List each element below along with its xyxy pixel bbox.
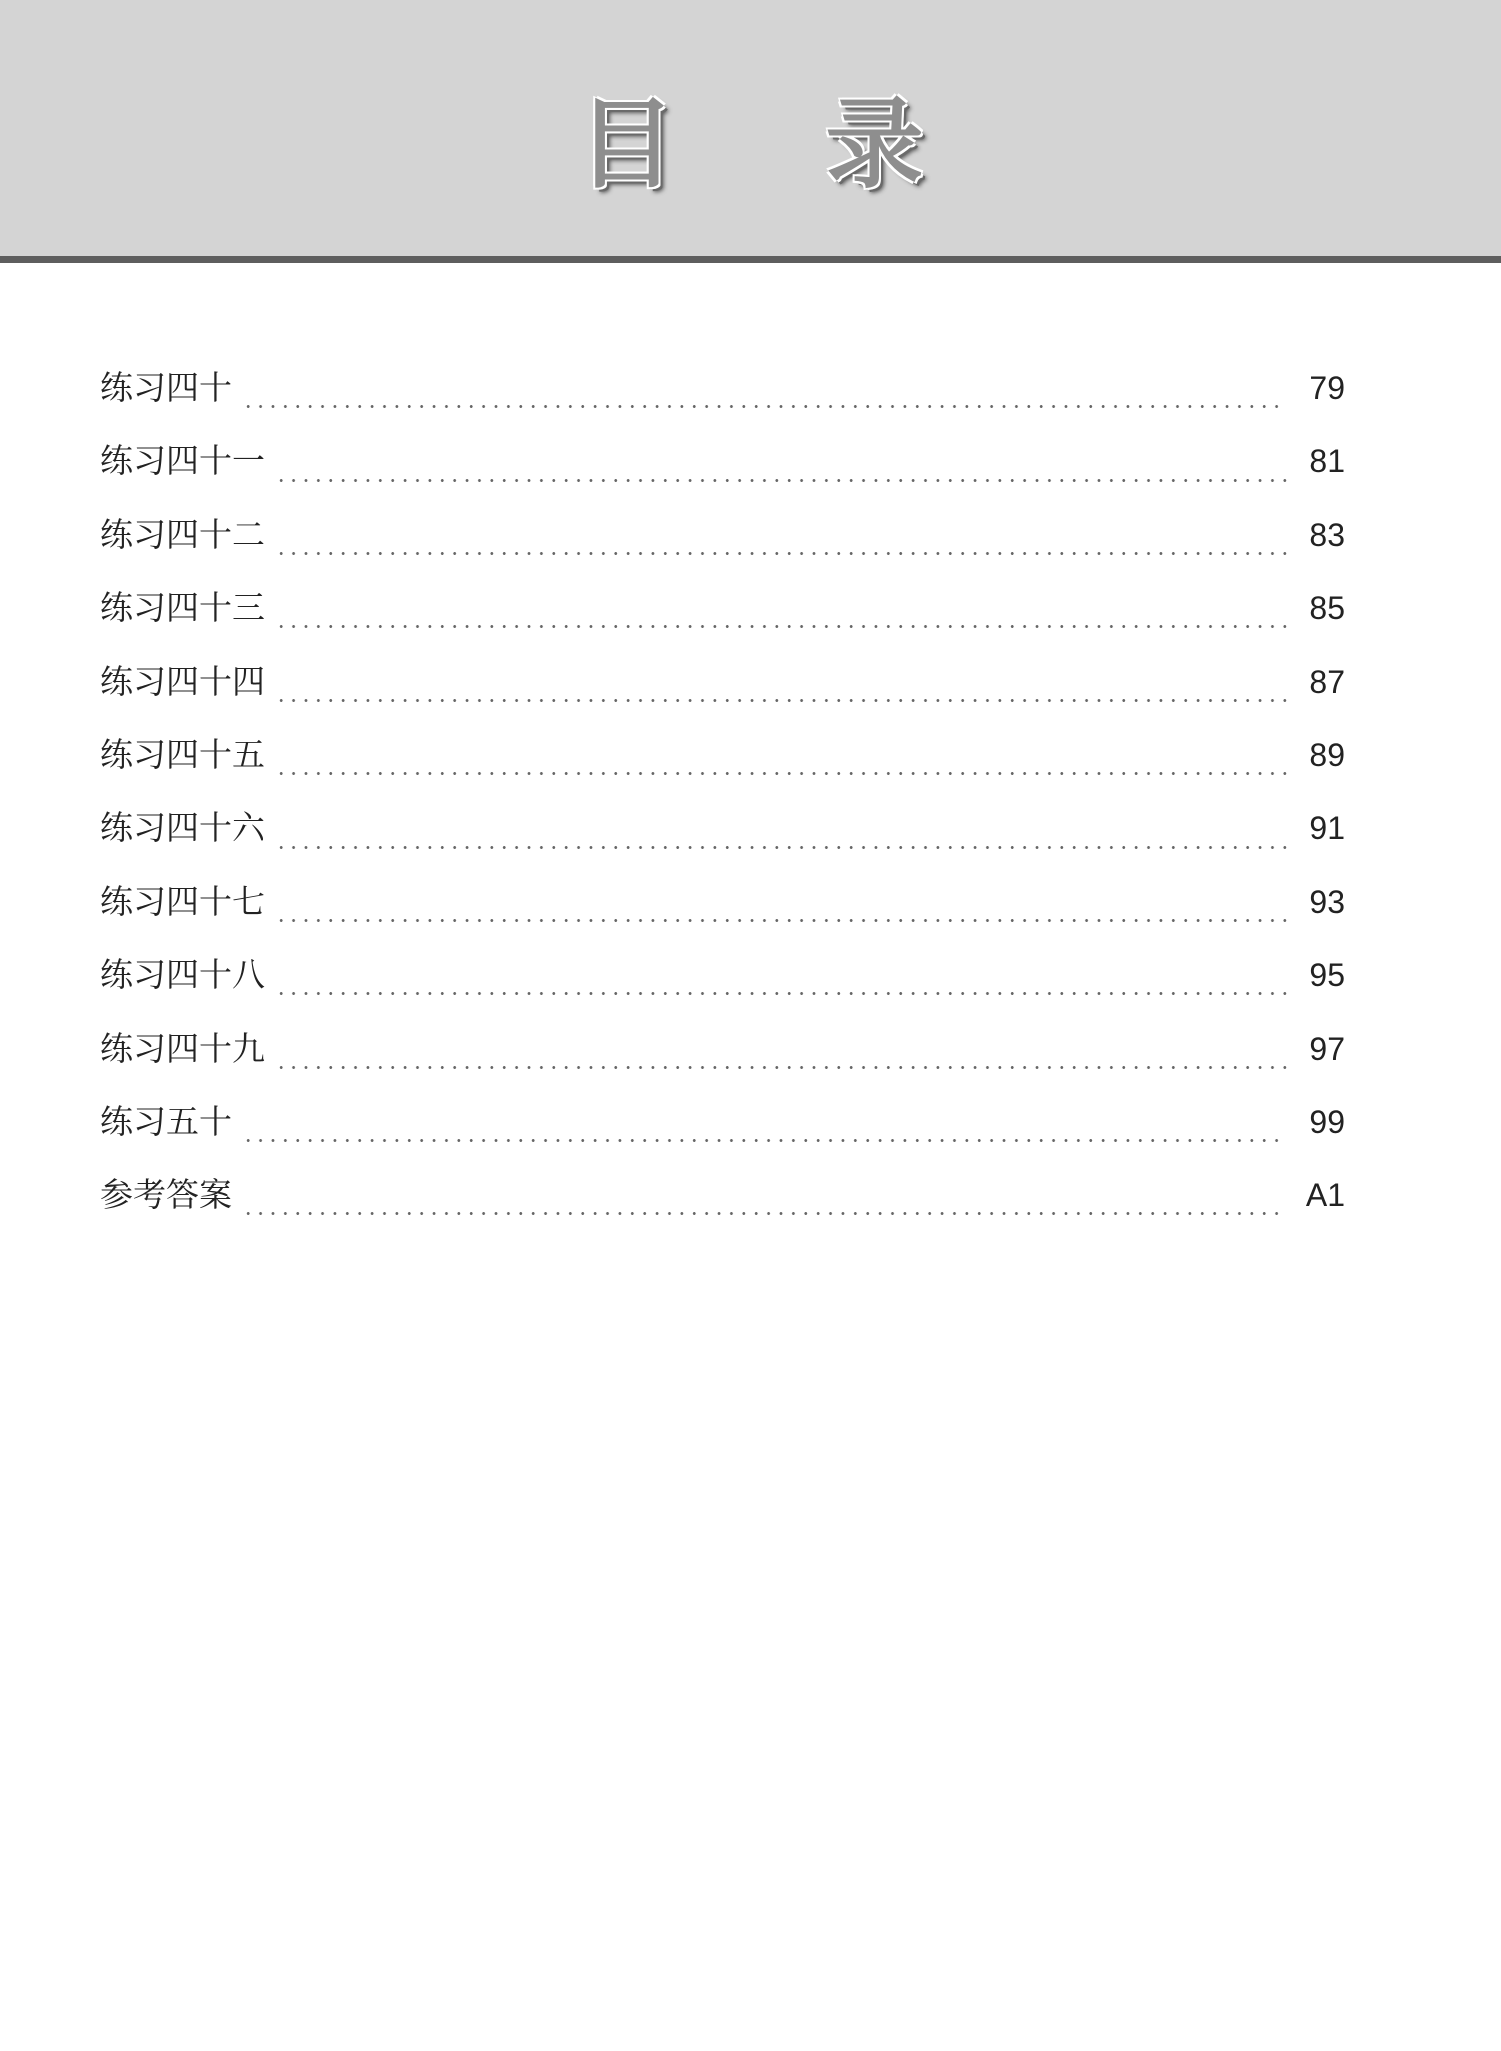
toc-entry[interactable]	[100, 582, 1345, 655]
header-divider	[0, 256, 1501, 263]
toc-entry-label: 练习五十	[100, 1101, 232, 1141]
toc-entry-page: 89	[1309, 736, 1345, 773]
toc-entry-page: 93	[1309, 883, 1345, 920]
dot-leader	[275, 479, 1287, 482]
dot-leader	[275, 699, 1287, 702]
toc-entry-page: 79	[1309, 370, 1345, 406]
toc-entry[interactable]	[100, 1169, 1345, 1242]
dot-leader	[275, 1066, 1287, 1069]
toc-entry[interactable]	[100, 509, 1345, 582]
dot-leader	[242, 405, 1287, 408]
dot-leader	[275, 846, 1287, 849]
toc-entry[interactable]	[100, 362, 1345, 435]
page-title: 目 录	[577, 87, 982, 202]
toc-entry-page: 83	[1309, 516, 1345, 553]
toc-entry[interactable]	[100, 949, 1345, 1022]
toc-entry[interactable]	[100, 802, 1345, 875]
toc-entry-page: A1	[1305, 1177, 1345, 1214]
toc-entry[interactable]	[100, 656, 1345, 729]
table-of-contents	[100, 362, 1345, 1243]
toc-entry-label: 练习四十八	[100, 955, 265, 995]
toc-entry-label: 参考答案	[100, 1175, 232, 1215]
dot-leader	[242, 1212, 1287, 1215]
toc-entry-page: 91	[1309, 810, 1345, 847]
toc-entry-page: 95	[1309, 957, 1345, 994]
dot-leader	[275, 625, 1287, 628]
toc-entry[interactable]	[100, 1023, 1345, 1096]
toc-entry-label: 练习四十五	[100, 734, 265, 774]
toc-entry-label: 练习四十七	[100, 881, 265, 921]
toc-entry-page: 85	[1309, 590, 1345, 627]
toc-entry-label: 练习四十一	[100, 441, 265, 481]
toc-entry-label: 练习四十三	[100, 588, 265, 628]
toc-entry-label: 练习四十二	[100, 514, 265, 554]
dot-leader	[242, 1139, 1287, 1142]
dot-leader	[275, 552, 1287, 555]
toc-entry-page: 81	[1309, 443, 1345, 480]
dot-leader	[275, 919, 1287, 922]
toc-entry[interactable]	[100, 435, 1345, 508]
toc-entry-page: 97	[1309, 1030, 1345, 1067]
toc-entry-label: 练习四十六	[100, 808, 265, 848]
toc-entry-page: 87	[1309, 663, 1345, 700]
toc-entry[interactable]	[100, 876, 1345, 949]
dot-leader	[275, 772, 1287, 775]
toc-entry-label: 练习四十四	[100, 661, 265, 701]
toc-entry-page: 99	[1309, 1103, 1345, 1140]
toc-entry-label: 练习四十九	[100, 1028, 265, 1068]
toc-entry[interactable]	[100, 1096, 1345, 1169]
toc-entry-label: 练习四十	[100, 368, 232, 407]
toc-entry[interactable]	[100, 729, 1345, 802]
dot-leader	[275, 992, 1287, 995]
